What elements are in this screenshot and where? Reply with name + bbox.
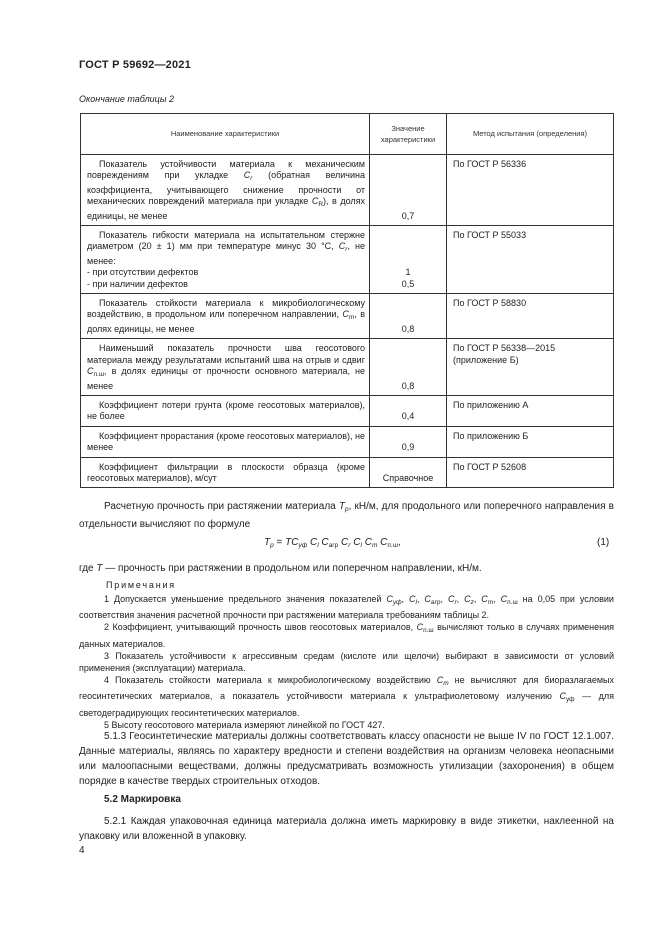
table-row	[81, 226, 614, 294]
characteristic-name: Показатель стойкости материала к микробиологическому воздействию, в продольном или поперечном направлении, $C_m$, в долях единицы, не менее	[81, 294, 370, 339]
test-method: По приложению А	[447, 395, 614, 426]
table-caption: Окончание таблицы 2	[79, 94, 174, 104]
paragraph-5-2-1: 5.2.1 Каждая упаковочная единица материала должна иметь маркировку в виде этикетки, наклеенной на упаковку или вложенной в упаковку.	[79, 816, 614, 842]
paragraph-5-1-3: 5.1.3 Геосинтетические материалы должны соответствовать классу опасности не выше IV по ГОСТ 12.1.007. Данные материалы, являясь по характеру вредности и степени воздействия на организм человека неопасными или малоопасными веществами, должны предусматривать возможность утилизации (захоронения) в общем порядке в качестве твердых строительных отходов.	[79, 731, 614, 787]
characteristic-value: 0,7	[370, 155, 447, 226]
table-row	[81, 426, 614, 457]
test-method: По ГОСТ Р 52608	[447, 457, 614, 488]
document-header: ГОСТ Р 59692—2021	[79, 59, 191, 71]
note-item: 5 Высоту геосотового материала измеряют линейкой по ГОСТ 427.	[104, 719, 385, 730]
test-method: По ГОСТ Р 58830	[447, 294, 614, 339]
bullet-item: - при наличии дефектов	[87, 278, 188, 289]
formula-intro-paragraph: Расчетную прочность при растяжении материала $T_р$, кН/м, для продольного или поперечного направления в отдельности вычисляют по формуле	[79, 501, 614, 530]
bullet-item: - при отсутствии дефектов	[87, 267, 199, 278]
characteristic-value: 0,8	[370, 294, 447, 339]
test-method: По ГОСТ Р 56336	[447, 155, 614, 226]
column-header-method: Метод испытания (определения)	[447, 114, 614, 155]
section-title: 5.2 Маркировка	[104, 794, 181, 805]
formula-explanation: где T — прочность при растяжении в продольном или поперечном направлении, кН/м.	[79, 563, 482, 574]
formula: $T_р = TC_{уф}$ $C_l$ $C_{агр}$ $C_r$ $C_l$ $C_m$ $C_{п.ш}$,	[264, 537, 401, 549]
characteristic-value: 0,8	[370, 339, 447, 396]
note-item: 2 Коэффициент, учитывающий прочность швов геосотовых материалов, $C_{п.ш}$ вычисляют только в случаях применения данных материалов.	[79, 622, 614, 649]
test-method: По ГОСТ Р 55033	[447, 226, 614, 294]
characteristic-name: Коэффициент прорастания (кроме геосотовых материалов), не менее	[81, 426, 370, 457]
column-header-name: Наименование характеристики	[81, 114, 370, 155]
column-header-value: Значение характеристики	[370, 114, 447, 155]
test-method: По ГОСТ Р 56338—2015 (приложение Б)	[447, 339, 614, 396]
table-row	[81, 294, 614, 339]
characteristic-value: 0,4	[370, 395, 447, 426]
characteristic-name: Наименьший показатель прочности шва геосотового материала между результатами испытаний шва на отрыв и сдвиг $C_{п.ш}$, в долях единицы от прочности основного материала, не менее	[81, 339, 370, 396]
characteristic-value: 0,9	[370, 426, 447, 457]
characteristics-table	[80, 113, 614, 488]
note-item: 1 Допускается уменьшение предельного значения показателей $C_{уф}$, $C_l$, $C_{агр}$, $C_r$, $C_z$, $C_m$, $C_{п.ш}$ на 0,05 при условии соответствия значения расчетной прочности при растяжении материала требованиям таблицы 2.	[79, 594, 614, 621]
table-row	[81, 395, 614, 426]
characteristic-name: Коэффициент фильтрации в плоскости образца (кроме геосотовых материалов), м/сут	[81, 457, 370, 488]
table-row	[81, 457, 614, 488]
page-number: 4	[79, 845, 85, 856]
table-row	[81, 155, 614, 226]
characteristic-name: Показатель устойчивости материала к механическим повреждениям при укладке $C_r$ (обратная величина коэффициента, учитывающего снижение прочности от механических повреждений материала при укладке $C_R$), в долях единицы, не менее	[81, 155, 370, 226]
characteristic-value: Справочное	[370, 457, 447, 488]
table-header-row	[81, 114, 614, 155]
formula-number: (1)	[597, 537, 610, 548]
notes-list	[79, 593, 614, 731]
characteristic-name: Показатель гибкости материала на испытательном стержне диаметром (20 ± 1) мм при температуре минус 30 °С, $C_r$, не менее: - при отсутствии дефектов - при наличии дефектов	[81, 226, 370, 294]
test-method: По приложению Б	[447, 426, 614, 457]
characteristic-value: 1 0,5	[370, 226, 447, 294]
characteristic-name: Коэффициент потери грунта (кроме геосотовых материалов), не более	[81, 395, 370, 426]
notes-title: Примечания	[106, 580, 176, 590]
note-item: 3 Показатель устойчивости к агрессивным средам (кислоте или щелочи) выбирают в зависимости от условий применения (эксплуатации) материала.	[79, 650, 614, 674]
note-item: 4 Показатель стойкости материала к микробиологическому воздействию $C_m$ не вычисляют для биоразлагаемых геосинтетических материалов, а показатель устойчивости материала к ультрафиолетовому излучению $C_{уф}$ — для светодеградирующих геосинтетических материалов.	[79, 675, 614, 718]
table-row	[81, 339, 614, 396]
